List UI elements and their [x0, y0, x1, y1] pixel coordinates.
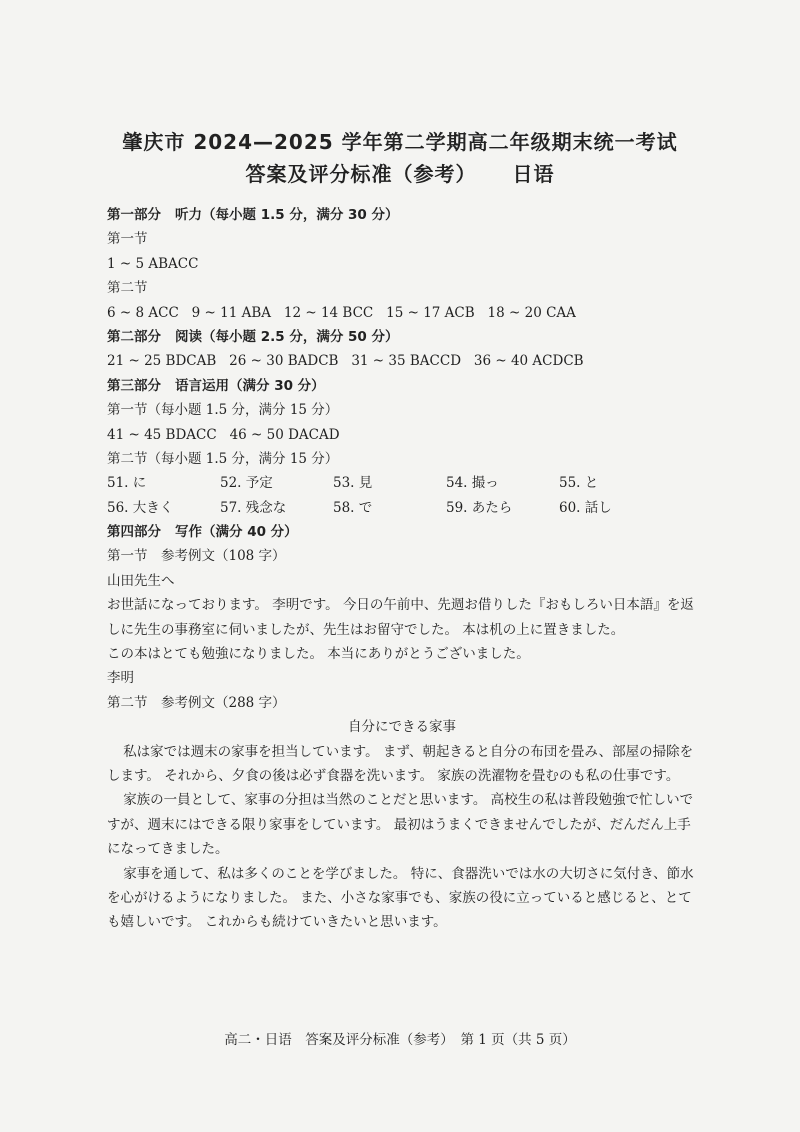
part2-answers: 21 ~ 25 BDCAB 26 ~ 30 BADCB 31 ~ 35 BACCD 36 ~ 40 ACDCB	[107, 353, 584, 370]
part3-section2-row2	[107, 496, 697, 520]
essay-title: 自分にできる家事	[348, 719, 456, 736]
subtitle-subject: 日语	[512, 162, 555, 186]
exam-title: 肇庆市 2024—2025 学年第二学期高二年级期末统一考试	[122, 130, 678, 154]
answer-item: 55. と	[559, 475, 599, 492]
answer-item: 59. あたら	[446, 499, 513, 516]
letter-body: お世話になっております。 李明です。 今日の午前中、先週お借りした『おもしろい日本語』を返しに先生の事務室に伺いましたが、先生はお留守でした。 本は机の上に置きました。	[107, 597, 694, 638]
part1-section1-label: 第一节	[107, 231, 148, 248]
part3-section2-label: 第二节（每小题 1.5 分，满分 15 分）	[107, 450, 339, 467]
part4-heading: 第四部分 写作（满分 40 分）	[107, 524, 298, 541]
answer-item: 58. で	[333, 499, 373, 516]
part3-heading: 第三部分 语言运用（满分 30 分）	[107, 377, 325, 394]
letter-signature: 李明	[107, 670, 134, 687]
answer-item: 51. に	[107, 475, 147, 492]
answer-item: 54. 撮っ	[446, 475, 499, 492]
part1-section2-answers: 6 ~ 8 ACC 9 ~ 11 ABA 12 ~ 14 BCC 15 ~ 17 ACB 18 ~ 20 CAA	[107, 304, 576, 321]
answer-item: 57. 残念な	[220, 499, 287, 516]
essay-paragraph: 私は家では週末の家事を担当しています。 まず、朝起きると自分の布団を畳み、部屋の掃除をします。 それから、夕食の後は必ず食器を洗います。 家族の洗濯物を畳むのも私の仕事です。	[107, 743, 694, 785]
answer-item: 60. 話し	[559, 499, 612, 516]
part4-section1-label: 第一节 参考例文（108 字）	[107, 548, 286, 565]
part1-heading: 第一部分 听力（每小题 1.5 分，满分 30 分）	[107, 207, 399, 223]
part3-section2-row1	[107, 471, 697, 495]
answer-item: 53. 見	[333, 475, 373, 492]
exam-subtitle	[0, 158, 800, 187]
essay-paragraph: 家族の一員として、家事の分担は当然のことだと思います。 高校生の私は普段勉強で忙しいですが、週末にはできる限り家事をしています。 最初はうまくできませんでしたが、だんだん上手になってきました。	[107, 792, 694, 858]
answer-item: 52. 予定	[220, 475, 273, 492]
part3-section1-answers: 41 ~ 45 BDACC 46 ~ 50 DACAD	[107, 426, 340, 443]
subtitle-answer-key: 答案及评分标准（参考）	[245, 162, 477, 186]
part2-heading: 第二部分 阅读（每小题 2.5 分，满分 50 分）	[107, 328, 399, 345]
page-footer: 高二・日语 答案及评分标准（参考） 第 1 页（共 5 页）	[224, 1032, 576, 1048]
part3-section1-label: 第一节（每小题 1.5 分，满分 15 分）	[107, 402, 339, 419]
letter-recipient: 山田先生へ	[107, 572, 175, 589]
answer-item: 56. 大きく	[107, 499, 174, 516]
part1-section1-answers: 1 ~ 5 ABACC	[107, 255, 199, 272]
part4-section2-label: 第二节 参考例文（288 字）	[107, 694, 286, 711]
letter-body-closing: この本はとても勉強になりました。 本当にありがとうございました。	[107, 646, 530, 663]
essay-paragraph: 家事を通して、私は多くのことを学びました。 特に、食器洗いでは水の大切さに気付き、節水を心がけるようになりました。 また、小さな家事でも、家族の役に立っていると感じると、とても嬉しいです。 これからも続けていきたいと思います。	[107, 865, 694, 931]
part1-section2-label: 第二节	[107, 280, 148, 297]
answer-content	[107, 203, 697, 935]
